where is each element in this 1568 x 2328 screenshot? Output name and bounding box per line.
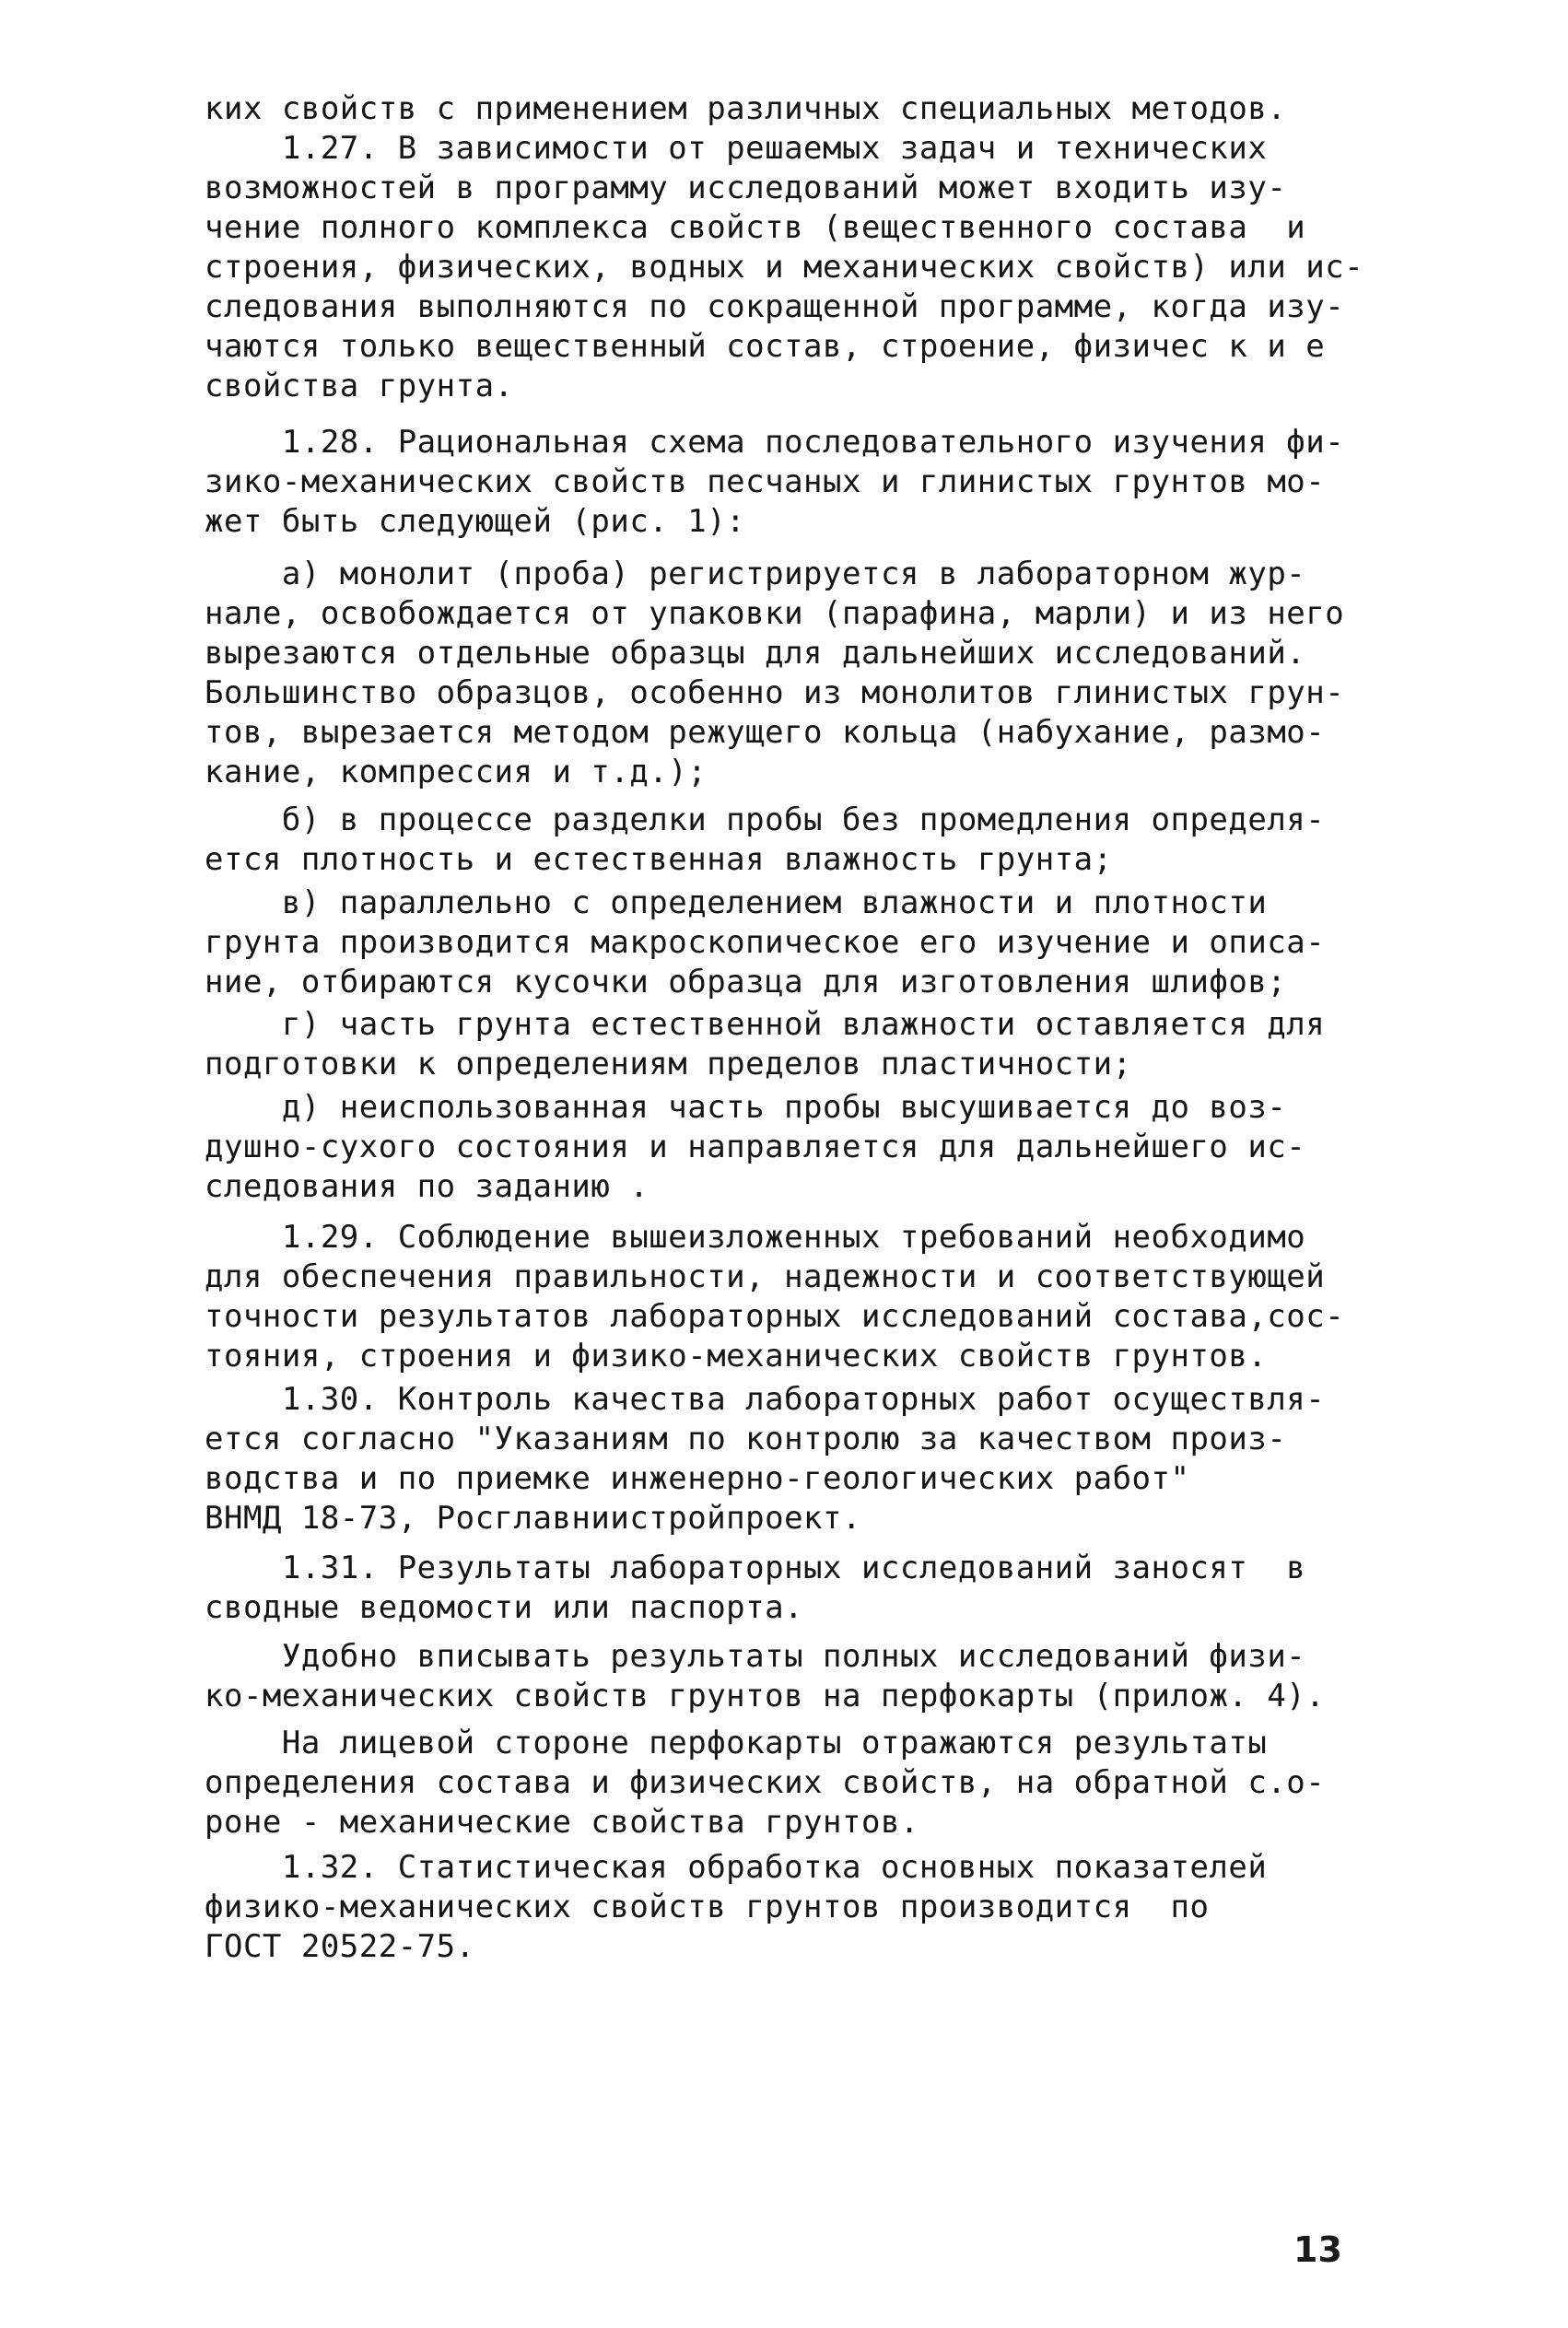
- text-line: возможностей в программу исследований может входить изу-: [205, 170, 1287, 206]
- text-line: точности результатов лабораторных исследований состава,сос-: [205, 1298, 1345, 1335]
- text-line: следования выполняются по сокращенной программе, когда изу-: [205, 288, 1345, 325]
- text-line: 1.30. Контроль качества лабораторных работ осуществля-: [205, 1381, 1326, 1418]
- text-line: Удобно вписывать результаты полных исследований физи-: [205, 1638, 1306, 1675]
- text-line: чение полного комплекса свойств (вещественного состава и: [205, 209, 1306, 246]
- text-line: кание, компрессия и т.д.);: [205, 754, 708, 790]
- text-line: ГОСТ 20522-75.: [205, 1928, 475, 1965]
- text-line: Большинство образцов, особенно из монолитов глинистых грун-: [205, 674, 1345, 711]
- text-line: ко-механических свойств грунтов на перфокарты (прилож. 4).: [205, 1678, 1326, 1714]
- text-line: водства и по приемке инженерно-геологических работ": [205, 1460, 1190, 1497]
- text-line: 1.31. Результаты лабораторных исследований заносят в: [205, 1550, 1306, 1586]
- text-line: ется плотность и естественная влажность грунта;: [205, 841, 1113, 878]
- text-line: нале, освобождается от упаковки (парафина, марли) и из него: [205, 595, 1345, 632]
- text-line: б) в процессе разделки пробы без промедления определя-: [205, 801, 1326, 838]
- text-line: д) неиспользованная часть пробы высушивается до воз-: [205, 1089, 1287, 1126]
- text-line: ких свойств с применением различных специальных методов.: [205, 90, 1287, 127]
- text-line: грунта производится макроскопическое его изучение и описа-: [205, 924, 1326, 961]
- text-line: ется согласно "Указаниям по контролю за качеством произ-: [205, 1421, 1287, 1457]
- text-line: а) монолит (проба) регистрируется в лабораторном жур-: [205, 556, 1306, 592]
- text-line: чаются только вещественный состав, строение, физичес к и е: [205, 328, 1326, 365]
- text-line: 1.32. Статистическая обработка основных показателей: [205, 1849, 1268, 1886]
- text-line: подготовки к определениям пределов пластичности;: [205, 1046, 1132, 1082]
- text-line: следования по заданию .: [205, 1168, 649, 1205]
- text-line: На лицевой стороне перфокарты отражаются результаты: [205, 1725, 1268, 1761]
- text-line: душно-сухого состояния и направляется для дальнейшего ис-: [205, 1129, 1306, 1165]
- text-line: роне - механические свойства грунтов.: [205, 1804, 919, 1841]
- text-line: ние, отбираются кусочки образца для изготовления шлифов;: [205, 964, 1287, 1000]
- text-line: физико-механических свойств грунтов производится по: [205, 1889, 1210, 1925]
- text-line: тояния, строения и физико-механических свойств грунтов.: [205, 1338, 1268, 1375]
- text-line: 1.27. В зависимости от решаемых задач и технических: [205, 130, 1268, 167]
- text-line: вырезаются отдельные образцы для дальнейших исследований.: [205, 635, 1306, 672]
- text-line: сводные ведомости или паспорта.: [205, 1589, 804, 1626]
- text-line: тов, вырезается методом режущего кольца (набухание, размо-: [205, 714, 1326, 751]
- text-line: зико-механических свойств песчаных и глинистых грунтов мо-: [205, 463, 1326, 500]
- text-line: для обеспечения правильности, надежности и соответствующей: [205, 1258, 1326, 1295]
- text-line: жет быть следующей (рис. 1):: [205, 503, 746, 540]
- text-line: определения состава и физических свойств, на обратной с.о-: [205, 1764, 1326, 1801]
- text-line: ВНМД 18-73, Росглавниистройпроект.: [205, 1500, 861, 1537]
- text-line: в) параллельно с определением влажности и плотности: [205, 884, 1268, 921]
- text-line: 1.29. Соблюдение вышеизложенных требований необходимо: [205, 1219, 1306, 1256]
- text-line: свойства грунта.: [205, 368, 514, 404]
- text-line: строения, физических, водных и механических свойств) или ис-: [205, 249, 1364, 286]
- text-line: г) часть грунта естественной влажности оставляется для: [205, 1006, 1326, 1043]
- text-line: 1.28. Рациональная схема последовательного изучения фи-: [205, 424, 1345, 461]
- page-number: 13: [1293, 2229, 1342, 2270]
